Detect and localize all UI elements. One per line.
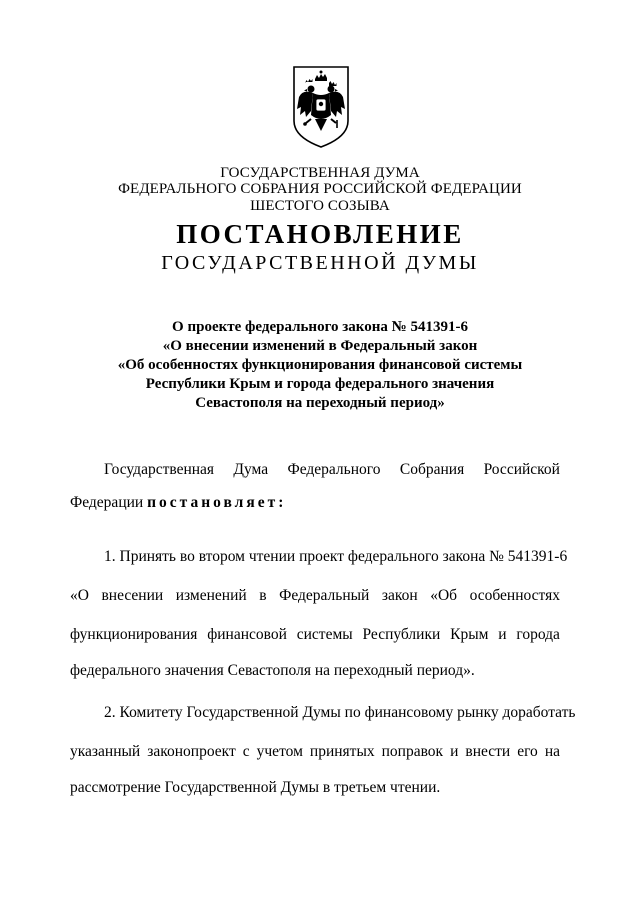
- paragraph-word: поправок: [381, 743, 444, 760]
- paragraph-word: принятых: [309, 743, 375, 760]
- preamble-word: Федерального: [287, 461, 381, 478]
- paragraph-word: на: [544, 743, 560, 760]
- header-line-assembly: ФЕДЕРАЛЬНОГО СОБРАНИЯ РОССИЙСКОЙ ФЕДЕРАЦИИ: [118, 181, 522, 197]
- paragraph-word: финансовой: [207, 626, 287, 643]
- paragraph-word: внесении: [101, 587, 164, 604]
- paragraph-word: «Об: [430, 587, 458, 604]
- paragraph-word: Крым: [450, 626, 489, 643]
- preamble-word: Собрания: [399, 461, 465, 478]
- preamble-line-2: [70, 493, 560, 513]
- paragraph-word: изменений: [175, 587, 247, 604]
- item1-line-1: 1. Принять во втором чтении проект федерального закона № 541391-6: [104, 548, 568, 565]
- preamble-federation: Федерации: [70, 494, 144, 511]
- header-line-convocation: ШЕСТОГО СОЗЫВА: [250, 198, 390, 214]
- paragraph-word: и: [450, 743, 459, 760]
- paragraph-word: его: [517, 743, 538, 760]
- header-line-duma: ГОСУДАРСТВЕННАЯ ДУМА: [220, 165, 420, 181]
- paragraph-word: указанный: [70, 743, 141, 760]
- paragraph-word: особенностях: [469, 587, 560, 604]
- item2-line-2: [70, 742, 560, 762]
- document-subtitle: ГОСУДАРСТВЕННОЙ ДУМЫ: [161, 252, 479, 274]
- preamble-word: Российской: [483, 461, 560, 478]
- subject-line-4: Республики Крым и города федерального значения: [145, 376, 495, 392]
- item1-line-4: федерального значения Севастополя на переходный период».: [70, 662, 475, 679]
- paragraph-word: законопроект: [147, 743, 236, 760]
- state-emblem-icon: [289, 63, 353, 149]
- preamble-line-1: [104, 460, 560, 480]
- paragraph-word: внести: [465, 743, 511, 760]
- item2-line-1: 2. Комитету Государственной Думы по финансовому рынку доработать: [104, 704, 576, 721]
- paragraph-word: «О: [70, 587, 89, 604]
- paragraph-word: Республики: [362, 626, 441, 643]
- paragraph-word: функционирования: [70, 626, 198, 643]
- paragraph-word: с: [242, 743, 250, 760]
- paragraph-word: и: [498, 626, 507, 643]
- preamble-word: Дума: [233, 461, 269, 478]
- item1-line-2: [70, 586, 560, 606]
- paragraph-word: системы: [296, 626, 353, 643]
- subject-line-1: О проекте федерального закона № 541391-6: [172, 319, 468, 335]
- paragraph-word: учетом: [256, 743, 303, 760]
- paragraph-word: закон: [381, 587, 418, 604]
- subject-line-5: Севастополя на переходный период»: [195, 395, 445, 411]
- preamble-word: Государственная: [104, 461, 215, 478]
- item2-line-3: рассмотрение Государственной Думы в третьем чтении.: [70, 779, 441, 796]
- document-title: ПОСТАНОВЛЕНИЕ: [176, 219, 464, 249]
- subject-line-3: «Об особенностях функционирования финансовой системы: [117, 357, 523, 373]
- paragraph-word: города: [516, 626, 560, 643]
- item1-line-3: [70, 625, 560, 645]
- paragraph-word: Федеральный: [279, 587, 370, 604]
- preamble-resolves: постановляет:: [147, 494, 287, 511]
- subject-line-2: «О внесении изменений в Федеральный закон: [162, 338, 478, 354]
- paragraph-word: в: [259, 587, 267, 604]
